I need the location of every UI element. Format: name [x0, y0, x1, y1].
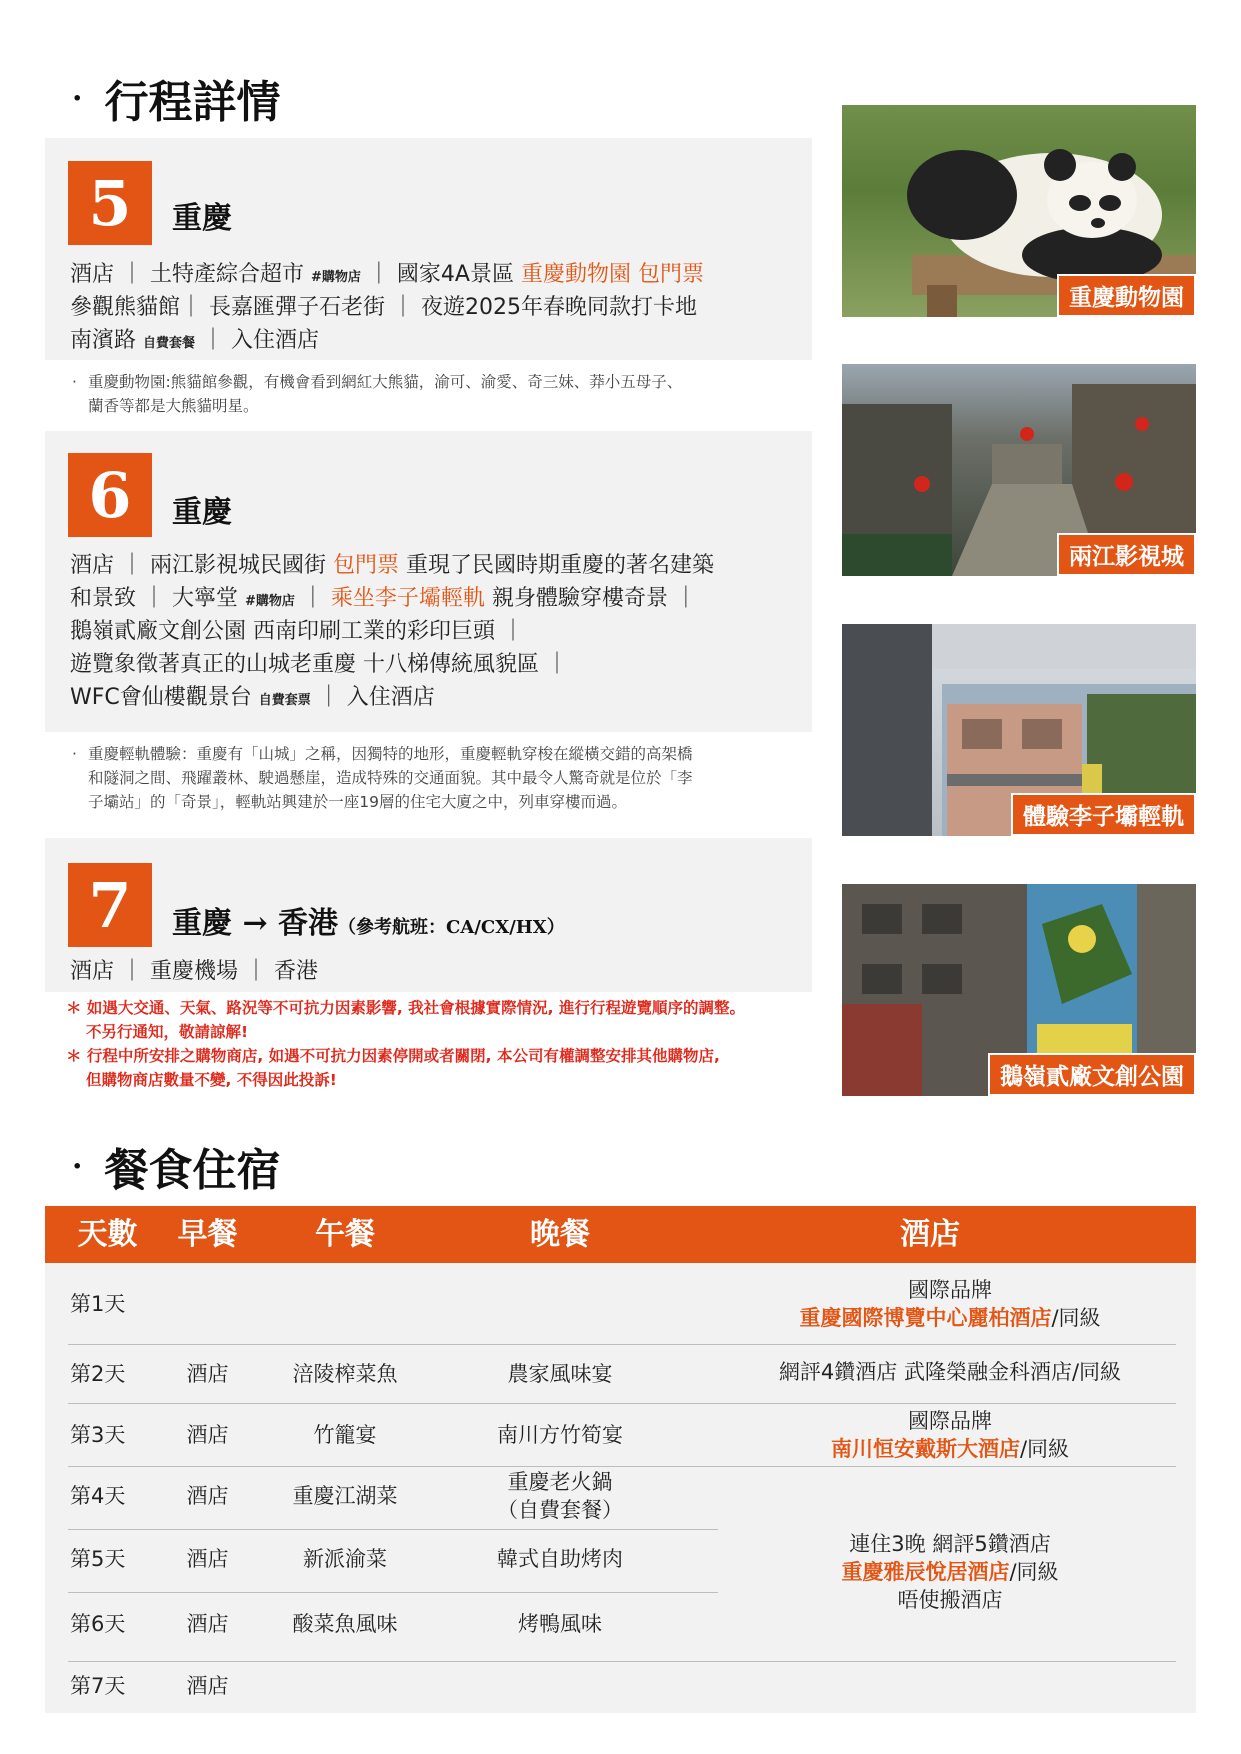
row-4-day: 第4天: [70, 1484, 126, 1508]
row-divider: [68, 1529, 718, 1530]
row-divider: [68, 1592, 718, 1593]
day-6-line-1: 酒店 ｜ 兩江影視城民國街 包門票 重現了民國時期重慶的著名建築: [70, 553, 715, 578]
day-7-title: 重慶 → 香港（參考航班：CA/CX/HX）: [172, 906, 565, 941]
row-6-breakfast: 酒店: [186, 1612, 229, 1636]
day-6-note: · 重慶輕軌體驗：重慶有「山城」之稱，因獨特的地形，重慶輕軌穿梭在縱橫交錯的高架橋 和隧洞之間、飛躍叢林、駛過懸崖，造成特殊的交通面貌。其中最令人驚奇就是位於「李 子壩站」的「奇景」，輕軌站興建於一座19層的住宅大廈之中，列車穿樓而過。: [72, 745, 693, 811]
day-6-line-4: 遊覽象徵著真正的山城老重慶 十八梯傳統風貌區 ｜: [70, 652, 568, 677]
row-5-dinner: 韓式自助烤肉: [497, 1547, 623, 1571]
row-6-lunch: 酸菜魚風味: [292, 1612, 398, 1636]
row-5-lunch: 新派渝菜: [303, 1547, 387, 1571]
row-6-day: 第6天: [70, 1612, 126, 1636]
row-divider: [68, 1344, 1176, 1345]
row-1-day: 第1天: [70, 1292, 126, 1316]
row-7-breakfast: 酒店: [186, 1674, 229, 1698]
day-5-note: · 重慶動物園:熊貓館參觀，有機會看到網紅大熊貓，渝可、渝愛、奇三妹、莽小五母子、 蘭香等都是大熊貓明星。: [72, 373, 683, 415]
day-7-line-1: 酒店 ｜ 重慶機場 ｜ 香港: [70, 959, 318, 984]
row-4-dinner: 重慶老火鍋 （自費套餐）: [497, 1470, 623, 1522]
warning-notes: ＊ 如遇大交通、天氣、路況等不可抗力因素影響, 我社會根據實際情況, 進行行程遊覽順序的調整。 不另行通知，敬請諒解! ＊ 行程中所安排之購物商店, 如遇不可抗力因素停開或者關閉, 本公司有權調整安排其他購物店, 但購物商店數量不變, 不得因此投訴!: [66, 999, 745, 1089]
photo-film-city-caption: 兩江影視城: [1057, 533, 1196, 576]
day-5-line-3: 南濱路 自費套餐 ｜ 入住酒店: [70, 328, 320, 353]
hotel-day-3: 國際品牌 南川恒安戴斯大酒店/同級: [830, 1409, 1070, 1461]
header-hotel: 酒店: [900, 1217, 960, 1252]
header-dinner: 晚餐: [530, 1217, 590, 1252]
photo-creative-park-caption: 鵝嶺貳廠文創公園: [988, 1053, 1196, 1096]
row-6-dinner: 烤鴨風味: [518, 1612, 602, 1636]
row-3-lunch: 竹籠宴: [313, 1423, 377, 1447]
meal-section-title: · 餐食住宿: [72, 1145, 281, 1196]
day-6-line-3: 鵝嶺貳廠文創公園 西南印刷工業的彩印巨頭 ｜: [70, 619, 524, 644]
day-5-line-1: 酒店 ｜ 土特產綜合超市 #購物店 ｜ 國家4A景區 重慶動物園 包門票: [70, 262, 704, 287]
row-divider: [68, 1403, 1176, 1404]
photo-film-city: [842, 364, 1196, 576]
header-lunch: 午餐: [315, 1217, 375, 1252]
photo-creative-park: [842, 884, 1196, 1096]
photo-light-rail: [842, 624, 1196, 836]
row-2-day: 第2天: [70, 1362, 126, 1386]
header-breakfast: 早餐: [177, 1217, 238, 1252]
day-6-number: 6: [68, 453, 152, 537]
row-4-breakfast: 酒店: [186, 1484, 229, 1508]
day-7-number: 7: [68, 863, 152, 947]
row-7-day: 第7天: [70, 1674, 126, 1698]
photo-zoo-caption: 重慶動物園: [1057, 274, 1196, 317]
row-3-day: 第3天: [70, 1423, 126, 1447]
row-2-dinner: 農家風味宴: [507, 1362, 613, 1386]
row-3-breakfast: 酒店: [186, 1423, 229, 1447]
row-3-dinner: 南川方竹筍宴: [497, 1423, 623, 1447]
row-2-lunch: 涪陵榨菜魚: [292, 1362, 398, 1386]
day-6-line-5: WFC會仙樓觀景台 自費套票 ｜ 入住酒店: [70, 685, 435, 710]
photo-light-rail-caption: 體驗李子壩輕軌: [1011, 793, 1196, 836]
row-divider: [68, 1466, 1176, 1467]
row-2-breakfast: 酒店: [186, 1362, 229, 1386]
day-5-title: 重慶: [172, 201, 232, 236]
photo-zoo: [842, 105, 1196, 317]
hotel-day-4-6: 連住3晚 網評5鑽酒店 重慶雅辰悅居酒店/同級 唔使搬酒店: [841, 1532, 1059, 1612]
day-6-title: 重慶: [172, 495, 232, 530]
day-5-line-2: 參觀熊貓館｜ 長嘉匯彈子石老街 ｜ 夜遊2025年春晚同款打卡地: [70, 295, 697, 320]
row-4-lunch: 重慶江湖菜: [292, 1484, 398, 1508]
hotel-day-1: 國際品牌 重慶國際博覽中心麗柏酒店/同級: [799, 1278, 1101, 1330]
day-5-number: 5: [68, 161, 152, 245]
row-5-breakfast: 酒店: [186, 1547, 229, 1571]
day-6-line-2: 和景致 ｜ 大寧堂 #購物店 ｜ 乘坐李子壩輕軌 親身體驗穿樓奇景 ｜: [70, 586, 697, 611]
row-divider: [68, 1661, 1176, 1662]
row-5-day: 第5天: [70, 1547, 126, 1571]
header-day: 天數: [77, 1217, 138, 1252]
hotel-day-2: 網評4鑽酒店 武隆榮融金科酒店/同級: [778, 1360, 1122, 1384]
itinerary-section-title: · 行程詳情: [72, 77, 281, 128]
